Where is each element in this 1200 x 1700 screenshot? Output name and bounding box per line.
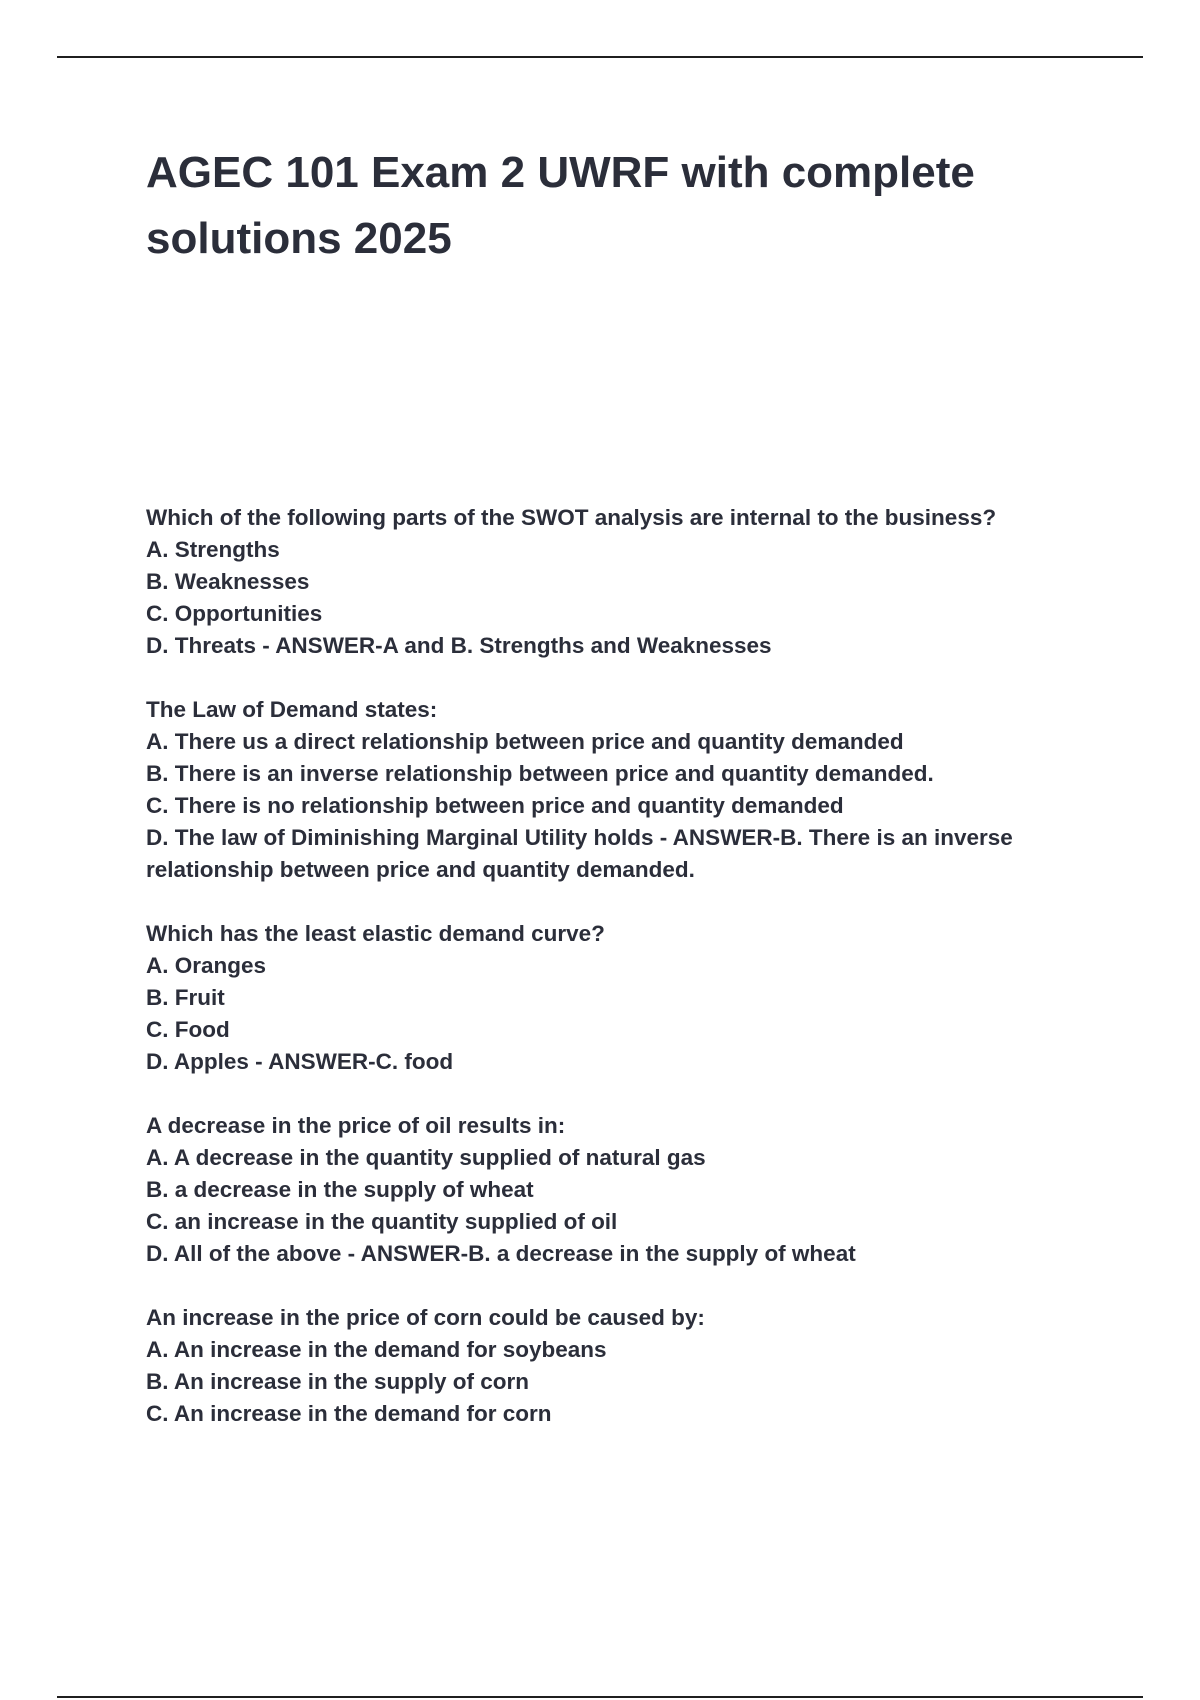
question-block — [146, 918, 1106, 1078]
question-text: The Law of Demand states: — [146, 697, 438, 722]
answer-option: A. Oranges — [146, 953, 267, 978]
answer-option: C. Opportunities — [146, 601, 323, 626]
answer-option: B. Weaknesses — [146, 569, 310, 594]
answer-option-with-solution: D. The law of Diminishing Marginal Utility holds - ANSWER-B. There is an inverse relationship between price and quantity demanded. — [146, 825, 1013, 882]
answer-option: A. Strengths — [146, 537, 280, 562]
answer-option-with-solution: D. All of the above - ANSWER-B. a decrease in the supply of wheat — [146, 1241, 856, 1266]
answer-option: A. A decrease in the quantity supplied of natural gas — [146, 1145, 706, 1170]
answer-option: C. An increase in the demand for corn — [146, 1401, 552, 1426]
answer-option: C. an increase in the quantity supplied of oil — [146, 1209, 618, 1234]
question-list — [146, 502, 1106, 1462]
answer-option: B. a decrease in the supply of wheat — [146, 1177, 534, 1202]
answer-option: C. Food — [146, 1017, 230, 1042]
question-text: Which of the following parts of the SWOT analysis are internal to the business? — [146, 505, 997, 530]
answer-option-with-solution: D. Threats - ANSWER-A and B. Strengths and Weaknesses — [146, 633, 772, 658]
bottom-rule — [57, 1696, 1143, 1698]
question-text: Which has the least elastic demand curve? — [146, 921, 605, 946]
question-text: An increase in the price of corn could be caused by: — [146, 1305, 705, 1330]
question-text: A decrease in the price of oil results in: — [146, 1113, 566, 1138]
answer-option: B. Fruit — [146, 985, 225, 1010]
answer-option: B. An increase in the supply of corn — [146, 1369, 529, 1394]
answer-option: A. There us a direct relationship between price and quantity demanded — [146, 729, 904, 754]
question-block — [146, 1302, 1106, 1430]
question-block — [146, 502, 1106, 662]
answer-option: B. There is an inverse relationship between price and quantity demanded. — [146, 761, 934, 786]
answer-option: C. There is no relationship between price and quantity demanded — [146, 793, 844, 818]
question-block — [146, 1110, 1106, 1270]
top-rule — [57, 56, 1143, 58]
answer-option-with-solution: D. Apples - ANSWER-C. food — [146, 1049, 454, 1074]
question-block — [146, 694, 1106, 886]
document-title: AGEC 101 Exam 2 UWRF with complete solutions 2025 — [146, 148, 975, 263]
answer-option: A. An increase in the demand for soybeans — [146, 1337, 607, 1362]
